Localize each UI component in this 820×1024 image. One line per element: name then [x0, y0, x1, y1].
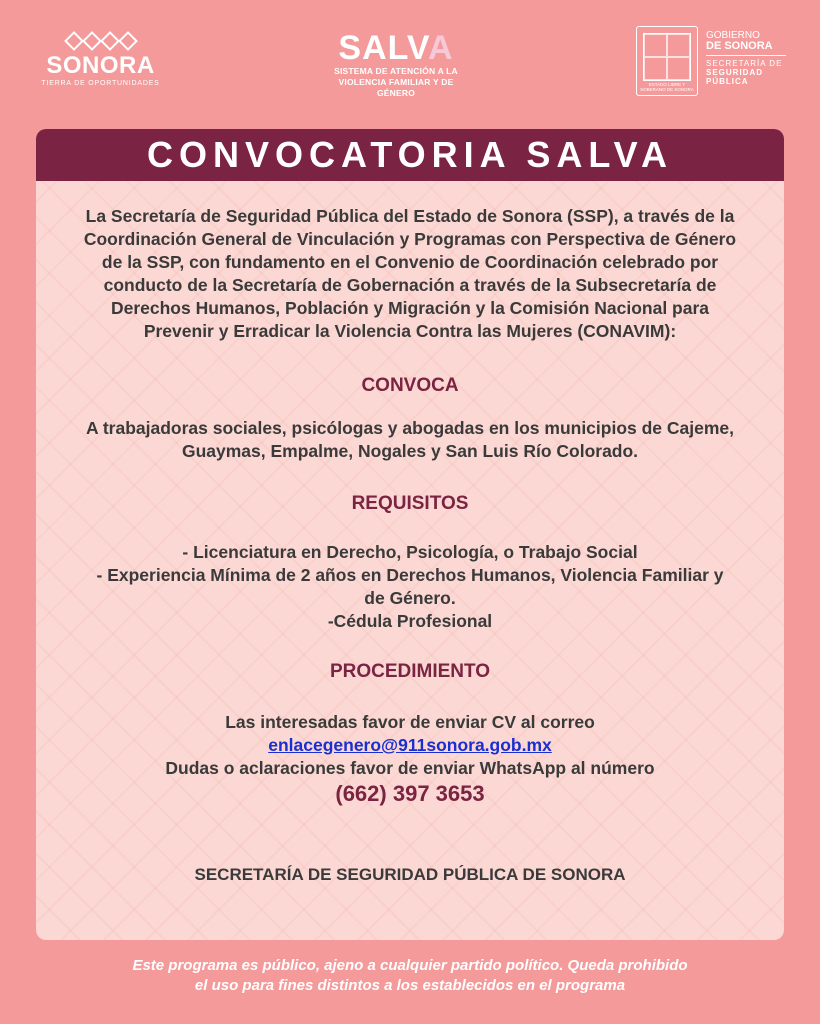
convoca-text: A trabajadoras sociales, psicólogas y abogadas en los municipios de Cajeme, Guaymas, Empalme, Nogales y San Luis Río Colorado.	[85, 418, 735, 461]
gobierno-sonora-logo	[636, 26, 786, 98]
gob-line4: SEGURIDAD	[706, 68, 764, 77]
sonora-logo-tagline: TIERRA DE OPORTUNIDADES	[41, 80, 160, 87]
proc-line2: Dudas o aclaraciones favor de enviar WhatsApp al número	[165, 758, 655, 778]
gob-line5: PÚBLICA	[706, 77, 749, 86]
convocatoria-card	[36, 129, 784, 940]
footer-organization: SECRETARÍA DE SEGURIDAD PÚBLICA DE SONORA	[194, 865, 626, 884]
intro-paragraph: La Secretaría de Seguridad Pública del Estado de Sonora (SSP), a través de la Coordinación General de Vinculación y Programas con Perspectiva de Género de la SSP, con fundamento en el Convenio de Coordinación celebrado por conducto de la Secretaría de Gobernación a través de la Subsecretaría de Derechos Humanos, Población y Migración y la Comisión Nacional para Prevenir y Erradicar la Violencia Contra las Mujeres (CONAVIM):	[83, 206, 737, 341]
requisito-item: - Licenciatura en Derecho, Psicología, o Trabajo Social	[182, 542, 638, 562]
salva-logo-subtitle-2: VIOLENCIA FAMILIAR Y DE GÉNERO	[338, 77, 454, 98]
procedimiento-text	[36, 711, 784, 780]
disclaimer-line1: Este programa es público, ajeno a cualquier partido político. Queda prohibido	[132, 957, 688, 974]
gob-line1: GOBIERNO	[706, 30, 760, 41]
procedimiento-heading: PROCEDIMIENTO	[329, 661, 491, 682]
salva-logo-subtitle-1: SISTEMA DE ATENCIÓN A LA	[334, 66, 458, 76]
requisito-item: -Cédula Profesional	[327, 611, 493, 631]
salva-logo-word: SALVA	[338, 29, 454, 67]
shield-icon	[636, 26, 698, 96]
card-title: CONVOCATORIA SALVA	[36, 129, 784, 181]
disclaimer	[0, 956, 820, 996]
salva-logo	[334, 30, 458, 99]
sonora-logo	[38, 30, 163, 87]
sonora-logo-word: SONORA	[46, 52, 155, 79]
convoca-heading: CONVOCA	[361, 375, 459, 396]
heart-icon: A	[428, 29, 454, 67]
requisito-item: - Experiencia Mínima de 2 años en Derechos Humanos, Violencia Familiar y de Género.	[96, 565, 724, 608]
proc-line1: Las interesadas favor de enviar CV al correo	[225, 712, 595, 732]
requisitos-list	[36, 541, 784, 633]
shield-caption: ESTADO LIBRE Y SOBERANO DE SONORA	[640, 82, 694, 92]
gob-line2: DE SONORA	[706, 40, 773, 52]
requisitos-heading: REQUISITOS	[351, 493, 469, 514]
header	[0, 0, 820, 120]
email-link[interactable]: enlacegenero@911sonora.gob.mx	[268, 735, 552, 755]
phone-number: (662) 397 3653	[335, 781, 485, 806]
gob-line3: SECRETARÍA DE	[706, 59, 783, 68]
gob-divider	[706, 55, 786, 56]
disclaimer-line2: el uso para fines distintos a los establecidos en el programa	[194, 977, 626, 994]
sonora-logo-marks	[38, 30, 163, 52]
